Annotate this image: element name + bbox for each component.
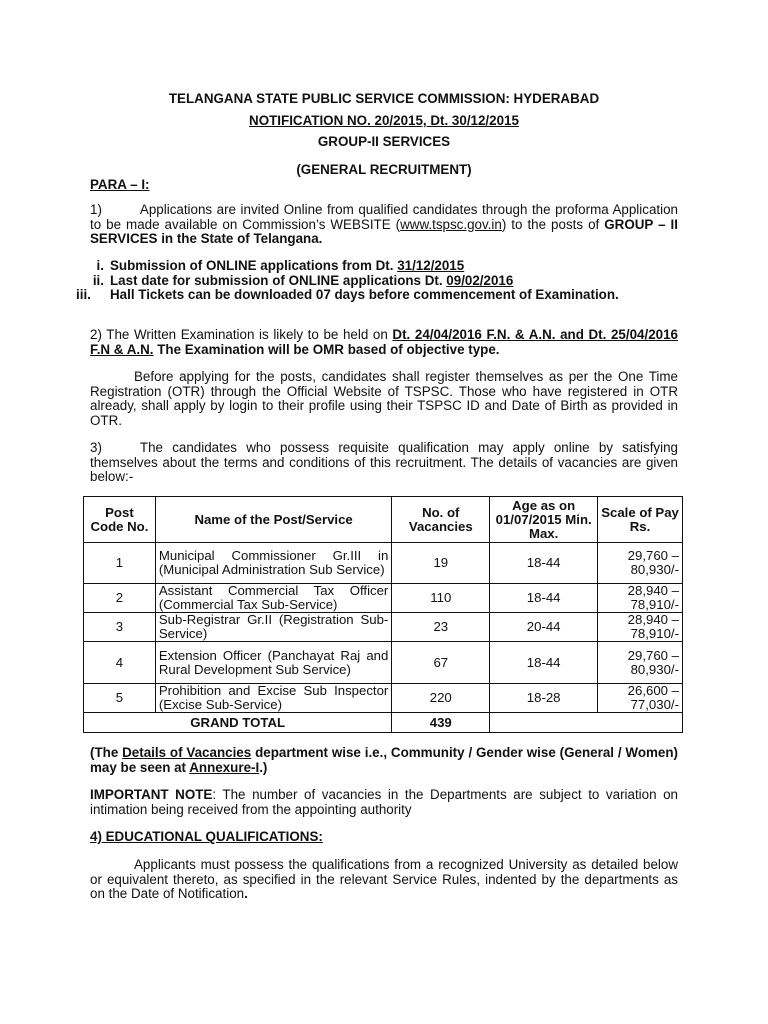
para-1-text: Applications are invited Online from qualified candidates through the proforma Application to be made available on Commission’s WEBSITE ( xyxy=(90,202,678,232)
header-post-code: Post Code No. xyxy=(84,497,156,543)
details-note: (The Details of Vacancies department wise i.e., Community / Gender wise (General / Women) may be seen at Annexure-I.) xyxy=(90,745,678,775)
last-date: 09/02/2016 xyxy=(446,272,514,288)
website-link[interactable]: www.tspsc.gov.in xyxy=(400,216,502,232)
dates-list xyxy=(76,259,680,303)
grand-total-value: 439 xyxy=(392,713,490,733)
section-4-heading: 4) EDUCATIONAL QUALIFICATIONS: xyxy=(90,829,323,844)
para-1-bold: GROUP – II SERVICES in the State of Telangana. xyxy=(90,216,678,247)
list-item: iii. Hall Tickets can be downloaded 07 days before commencement of Examination. xyxy=(76,287,619,303)
header-age: Age as on 01/07/2015 Min. Max. xyxy=(490,497,598,543)
table-row: 4 Extension Officer (Panchayat Raj and Rural Development Sub Service) 67 18-44 29,760 – 80,930/- xyxy=(84,642,683,684)
group-title: GROUP-II SERVICES xyxy=(317,134,451,149)
para-2: 2) The Written Examination is likely to be held on Dt. 24/04/2016 F.N. & A.N. and Dt. 25/04/2016 F.N & A.N. The Examination will be OMR based of objective type. xyxy=(90,327,678,357)
list-item: i. Submission of ONLINE applications from Dt. 31/12/2015 xyxy=(96,258,465,273)
important-note-label: IMPORTANT NOTE xyxy=(90,787,213,802)
header-scale: Scale of Pay Rs. xyxy=(598,497,683,543)
table-row: 2 Assistant Commercial Tax Officer (Commercial Tax Sub-Service) 110 18-44 28,940 – 78,910/- xyxy=(84,584,683,613)
recruitment-title: (GENERAL RECRUITMENT) xyxy=(296,162,472,177)
vacancy-table xyxy=(83,496,683,733)
grand-total-row xyxy=(84,713,683,733)
para-3: 3) The candidates who possess requisite qualification may apply online by satisfying themselves about the terms and conditions of this recruitment. The details of vacancies are given below:- xyxy=(90,440,678,485)
otr-paragraph: Before applying for the posts, candidates shall register themselves as per the One Time Registration (OTR) through the Official Website of TSPSC. Those who have registered in OTR already, shall apply by login to their profile using their TSPSC ID and Date of Birth as provided in OTR. xyxy=(90,369,678,428)
para-heading: PARA – I: xyxy=(90,177,150,192)
list-item: ii. Last date for submission of ONLINE applications Dt. 09/02/2016 xyxy=(92,272,514,288)
header-post-name: Name of the Post/Service xyxy=(155,497,391,543)
grand-total-label: GRAND TOTAL xyxy=(84,713,392,733)
para-1: 1) Applications are invited Online from qualified candidates through the proforma Application to be made available on Commission’s WEBSITE (www.tspsc.gov.in) to the posts of GROUP – II SERVICES in the State of Telangana. xyxy=(90,202,678,247)
header-vacancies: No. of Vacancies xyxy=(392,497,490,543)
annexure-link[interactable]: Annexure-I xyxy=(189,759,260,775)
table-row: 5 Prohibition and Excise Sub Inspector (Excise Sub-Service) 220 18-28 26,600 – 77,030/- xyxy=(84,684,683,713)
commission-title: TELANGANA STATE PUBLIC SERVICE COMMISSION: HYDERABAD xyxy=(168,91,600,106)
notification-number: NOTIFICATION NO. 20/2015, Dt. 30/12/2015 xyxy=(249,113,519,128)
important-note: IMPORTANT NOTE: The number of vacancies in the Departments are subject to variation on intimation being received from the appointing authority xyxy=(90,787,679,817)
exam-dates: Dt. 24/04/2016 F.N. & A.N. and Dt. 25/04/2016 F.N & A.N. xyxy=(90,327,678,357)
exam-type: The Examination will be OMR based of objective type. xyxy=(157,341,500,357)
table-header-row xyxy=(84,497,683,543)
table-row: 3 Sub-Registrar Gr.II (Registration Sub-Service) 23 20-44 28,940 – 78,910/- xyxy=(84,613,683,642)
section-4-text: Applicants must possess the qualifications from a recognized University as detailed below or equivalent thereto, as specified in the relevant Service Rules, indented by the departments as on the Date of Notification. xyxy=(90,857,678,902)
para-1-number: 1) xyxy=(90,202,102,217)
table-row: 1 Municipal Commissioner Gr.III in (Municipal Administration Sub Service) 19 18-44 29,760 – 80,930/- xyxy=(84,543,683,584)
start-date: 31/12/2015 xyxy=(397,258,465,273)
